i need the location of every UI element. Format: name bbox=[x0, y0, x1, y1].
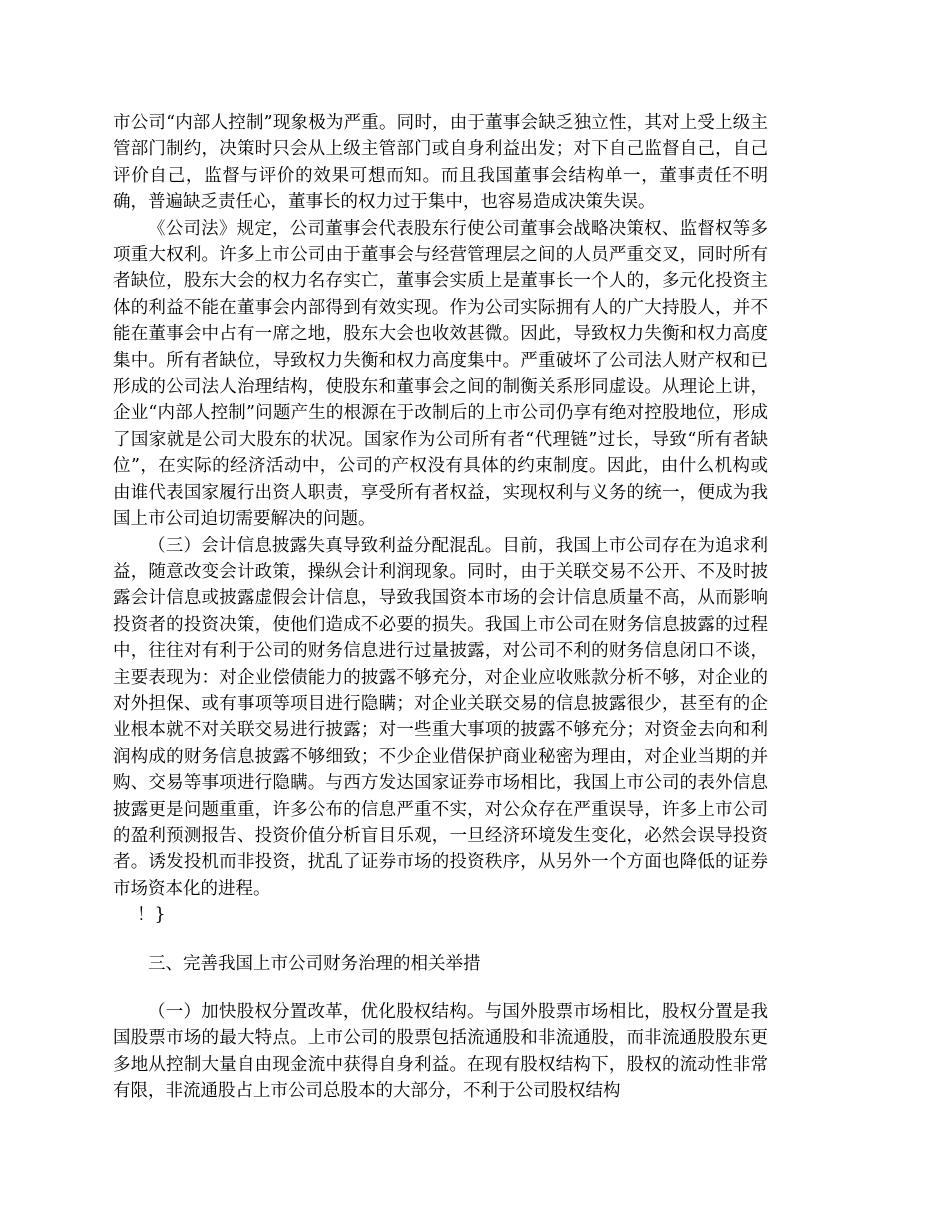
paragraph-3: （三）会计信息披露失真导致利益分配混乱。目前，我国上市公司存在为追求利益，随意改变会计政策，操纵会计利润现象。同时，由于关联交易不公开、不及时披露会计信息或披露虚假会计信息，导致我国资本市场的会计信息质量不高，从而影响投资者的投资决策，使他们造成不必要的损失。我国上市公司在财务信息披露的过程中，往往对有利于公司的财务信息进行过量披露，对公司不利的财务信息闭口不谈，主要表现为：对企业偿债能力的披露不够充分，对企业应收账款分析不够，对企业的对外担保、或有事项等项目进行隐瞒；对企业关联交易的信息披露很少，甚至有的企业根本就不对关联交易进行披露；对一些重大事项的披露不够充分；对资金去向和利润构成的财务信息披露不够细致；不少企业借保护商业秘密为理由，对企业当期的并购、交易等事项进行隐瞒。与西方发达国家证券市场相比，我国上市公司的表外信息披露更是问题重重，许多公布的信息严重不实，对公众存在严重误导，许多上市公司的盈利预测报告、投资价值分析盲目乐观，一旦经济环境发生变化，必然会误导投资者。诱发投机而非投资，扰乱了证券市场的投资秩序，从另外一个方面也降低的证券市场资本化的进程。 bbox=[113, 535, 768, 899]
section-heading: 三、完善我国上市公司财务治理的相关举措 bbox=[148, 953, 481, 974]
paragraph-1: 市公司“内部人控制”现象极为严重。同时，由于董事会缺乏独立性，其对上受上级主管部门制约，决策时只会从上级主管部门或自身利益出发；对下自己监督自己，自己评价自己，监督与评价的效果可想而知。而且我国董事会结构单一，董事责任不明确，普遍缺乏责任心，董事长的权力过于集中，也容易造成决策失误。 bbox=[113, 113, 768, 213]
paragraph-4: （一）加快股权分置改革，优化股权结构。与国外股票市场相比，股权分置是我国股票市场的最大特点。上市公司的股票包括流通股和非流通股，而非流通股股东更多地从控制大量自由现金流中获得自身利益。在现有股权结构下，股权的流动性非常有限，非流通股占上市公司总股本的大部分，不利于公司股权结构 bbox=[113, 1002, 768, 1102]
paragraph-2: 《公司法》规定，公司董事会代表股东行使公司董事会战略决策权、监督权等多项重大权利。许多上市公司由于董事会与经营管理层之间的人员严重交叉，同时所有者缺位，股东大会的权力名存实亡，董事会实质上是董事长一个人的，多元化投资主体的利益不能在董事会内部得到有效实现。作为公司实际拥有人的广大持股人，并不能在董事会中占有一席之地，股东大会也收效甚微。因此，导致权力失衡和权力高度集中。所有者缺位，导致权力失衡和权力高度集中。严重破坏了公司法人财产权和已形成的公司法人治理结构，使股东和董事会之间的制衡关系形同虚设。从理论上讲，企业“内部人控制”问题产生的根源在于改制后的上市公司仍享有绝对控股地位，形成了国家就是公司大股东的状况。国家作为公司所有者“代理链”过长，导致“所有者缺位”，在实际的经济活动中，公司的产权没有具体的约束制度。因此，由什么机构或由谁代表国家履行出资人职责，享受所有者权益，实现权利与义务的统一，便成为我国上市公司迫切需要解决的问题。 bbox=[113, 218, 768, 530]
document-body bbox=[113, 110, 768, 1105]
stray-mark: ！} bbox=[137, 905, 166, 926]
